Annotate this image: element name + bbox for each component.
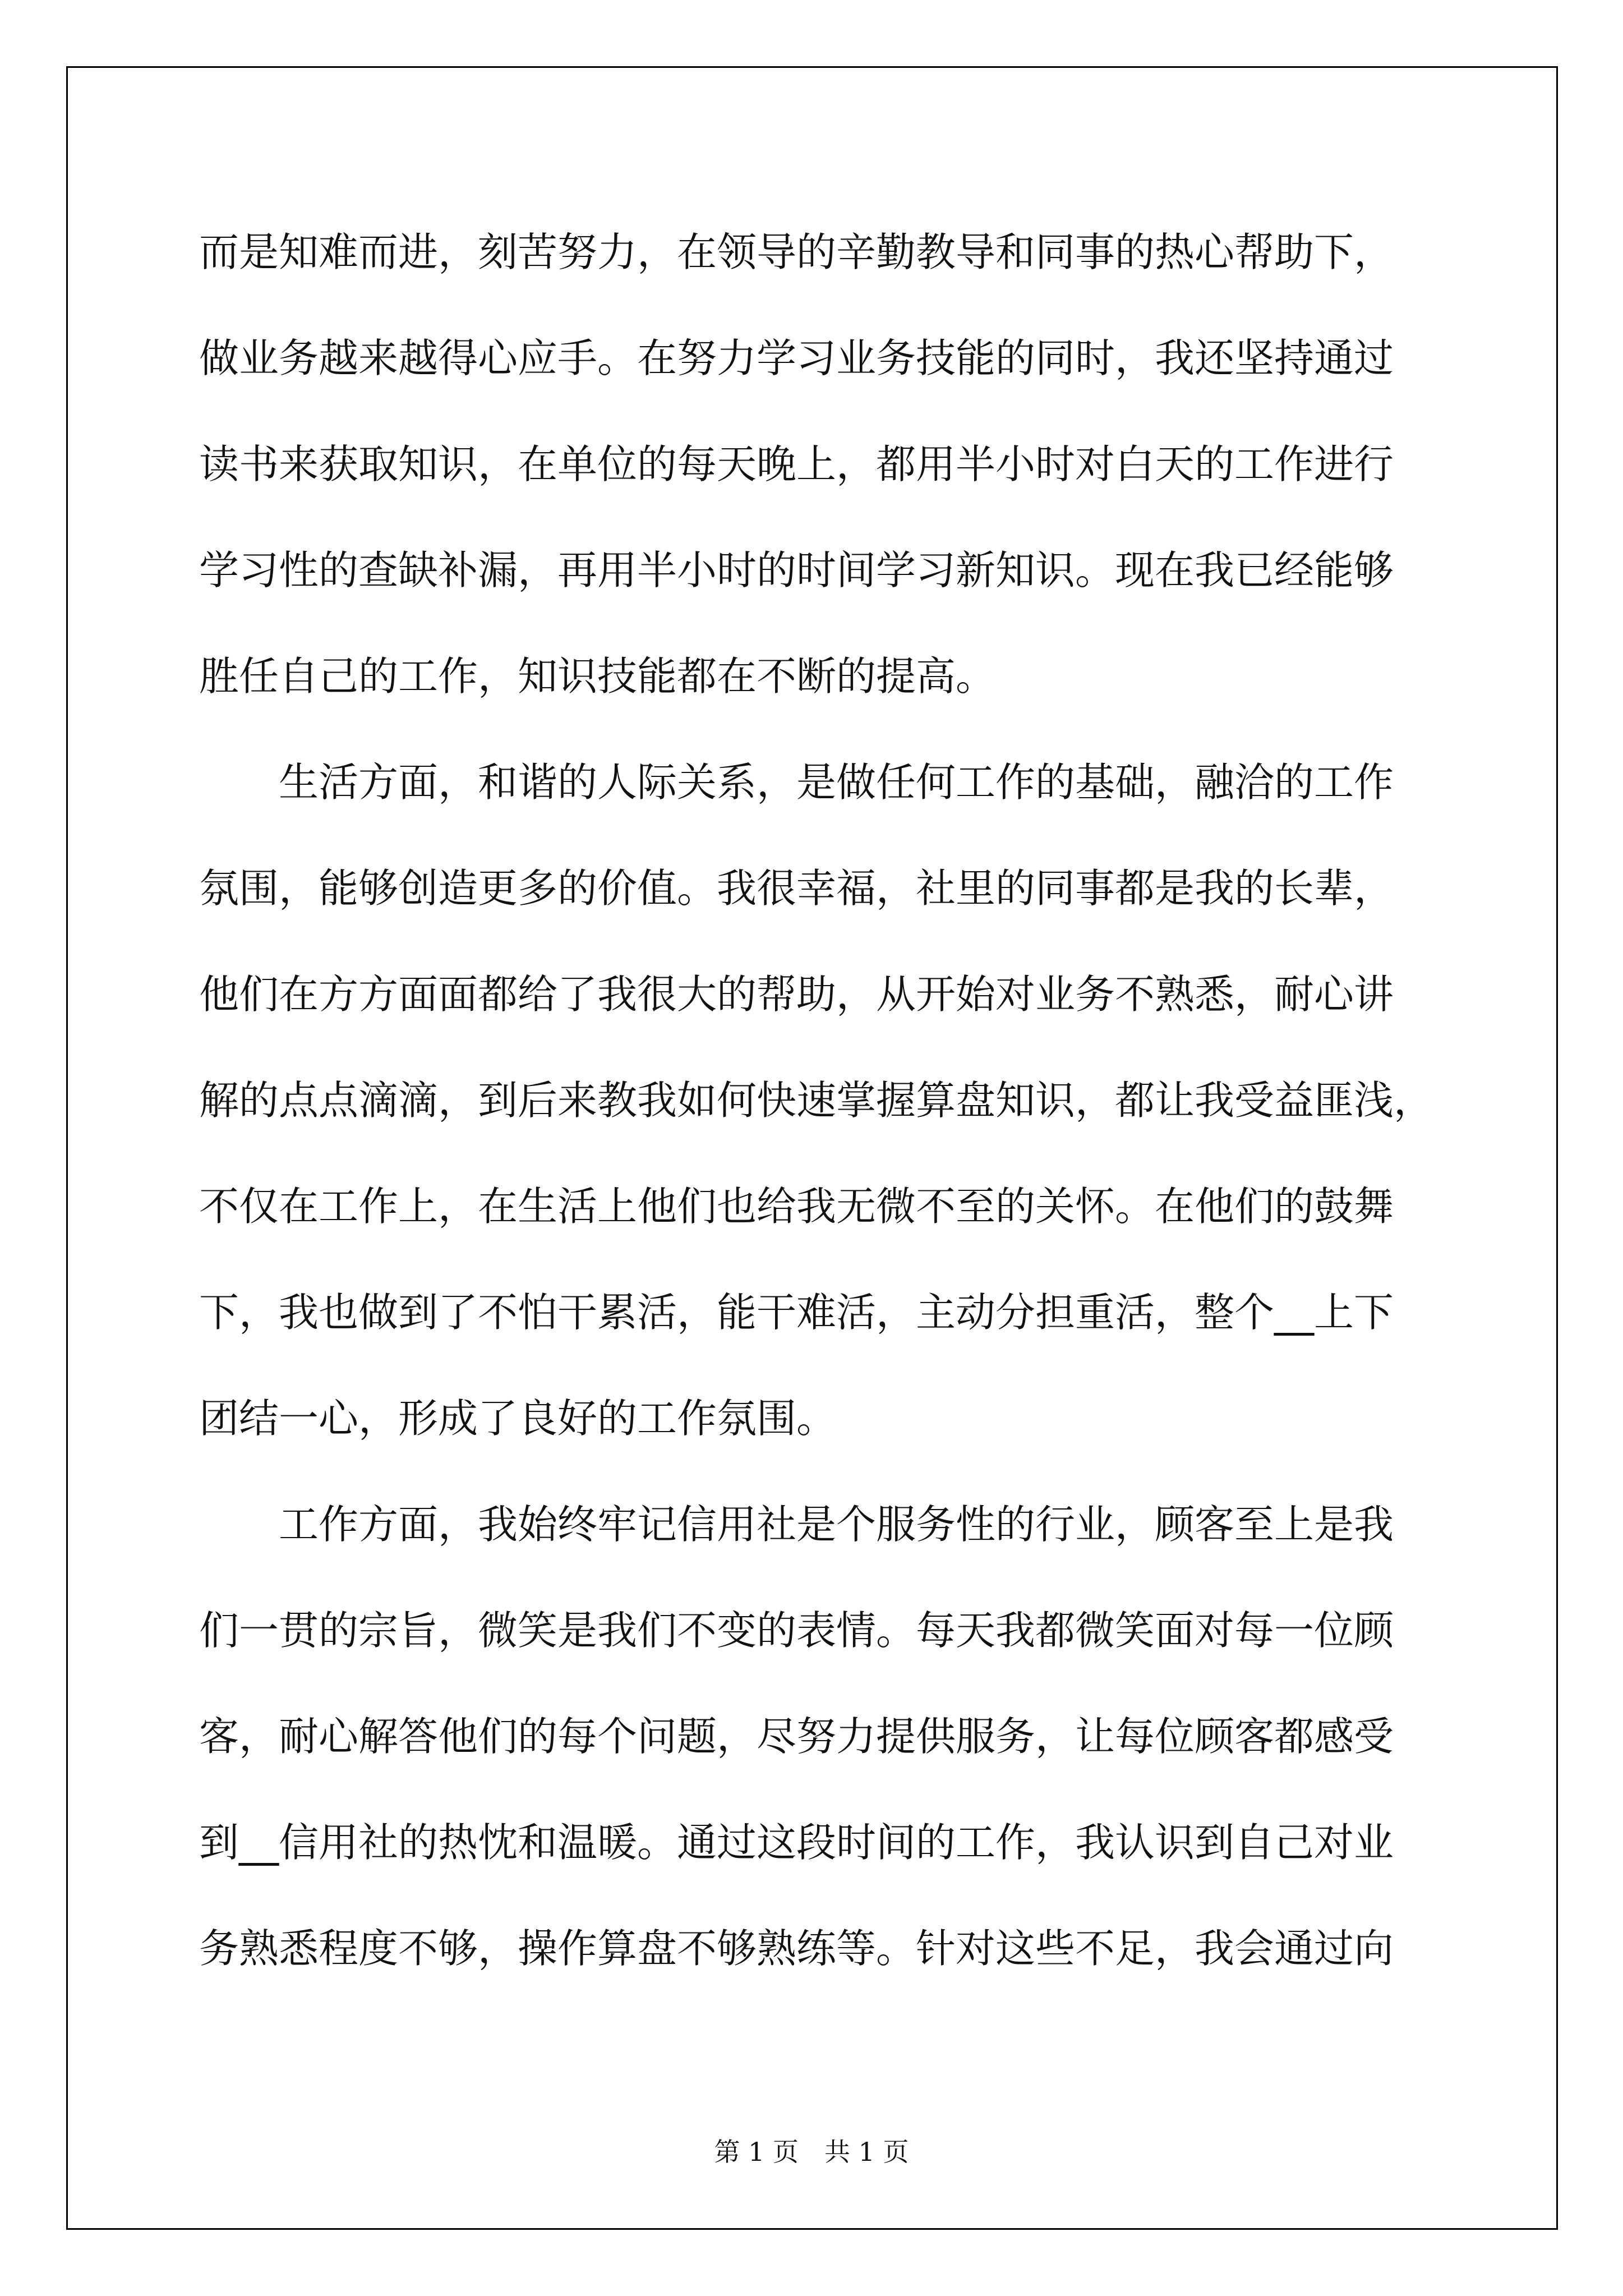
text-line: 读书来获取知识，在单位的每天晚上，都用半小时对白天的工作进行 <box>199 441 1394 487</box>
page-number-footer: 第 1 页 共 1 页 <box>714 2137 909 2167</box>
text-line: 学习性的查缺补漏，再用半小时的时间学习新知识。现在我已经能够 <box>199 547 1394 593</box>
text-line: 客，耐心解答他们的每个问题，尽努力提供服务，让每位顾客都感受 <box>199 1713 1394 1760</box>
text-line: 团结一心，形成了良好的工作氛围。 <box>199 1395 837 1442</box>
text-line: 他们在方方面面都给了我很大的帮助，从开始对业务不熟悉，耐心讲 <box>199 971 1394 1018</box>
text-line: 解的点点滴滴，到后来教我如何快速掌握算盘知识，都让我受益匪浅， <box>199 1077 1434 1124</box>
text-line: 到__信用社的热忱和温暖。通过这段时间的工作，我认识到自己对业 <box>199 1819 1394 1866</box>
text-line: 务熟悉程度不够，操作算盘不够熟练等。针对这些不足，我会通过向 <box>199 1925 1394 1972</box>
text-line: 胜任自己的工作，知识技能都在不断的提高。 <box>199 653 996 700</box>
text-line: 而是知难而进，刻苦努力，在领导的辛勤教导和同事的热心帮助下， <box>199 229 1394 275</box>
document-body <box>199 199 1433 2001</box>
text-line: 氛围，能够创造更多的价值。我很幸福，社里的同事都是我的长辈， <box>199 865 1394 912</box>
text-line: 工作方面，我始终牢记信用社是个服务性的行业，顾客至上是我 <box>279 1501 1394 1548</box>
text-line: 做业务越来越得心应手。在努力学习业务技能的同时，我还坚持通过 <box>199 335 1394 381</box>
text-line: 下，我也做到了不怕干累活，能干难活，主动分担重活，整个__上下 <box>199 1289 1394 1336</box>
text-line: 不仅在工作上，在生活上他们也给我无微不至的关怀。在他们的鼓舞 <box>199 1183 1394 1230</box>
text-line: 生活方面，和谐的人际关系，是做任何工作的基础，融洽的工作 <box>279 759 1394 806</box>
text-line: 们一贯的宗旨，微笑是我们不变的表情。每天我都微笑面对每一位顾 <box>199 1607 1394 1654</box>
